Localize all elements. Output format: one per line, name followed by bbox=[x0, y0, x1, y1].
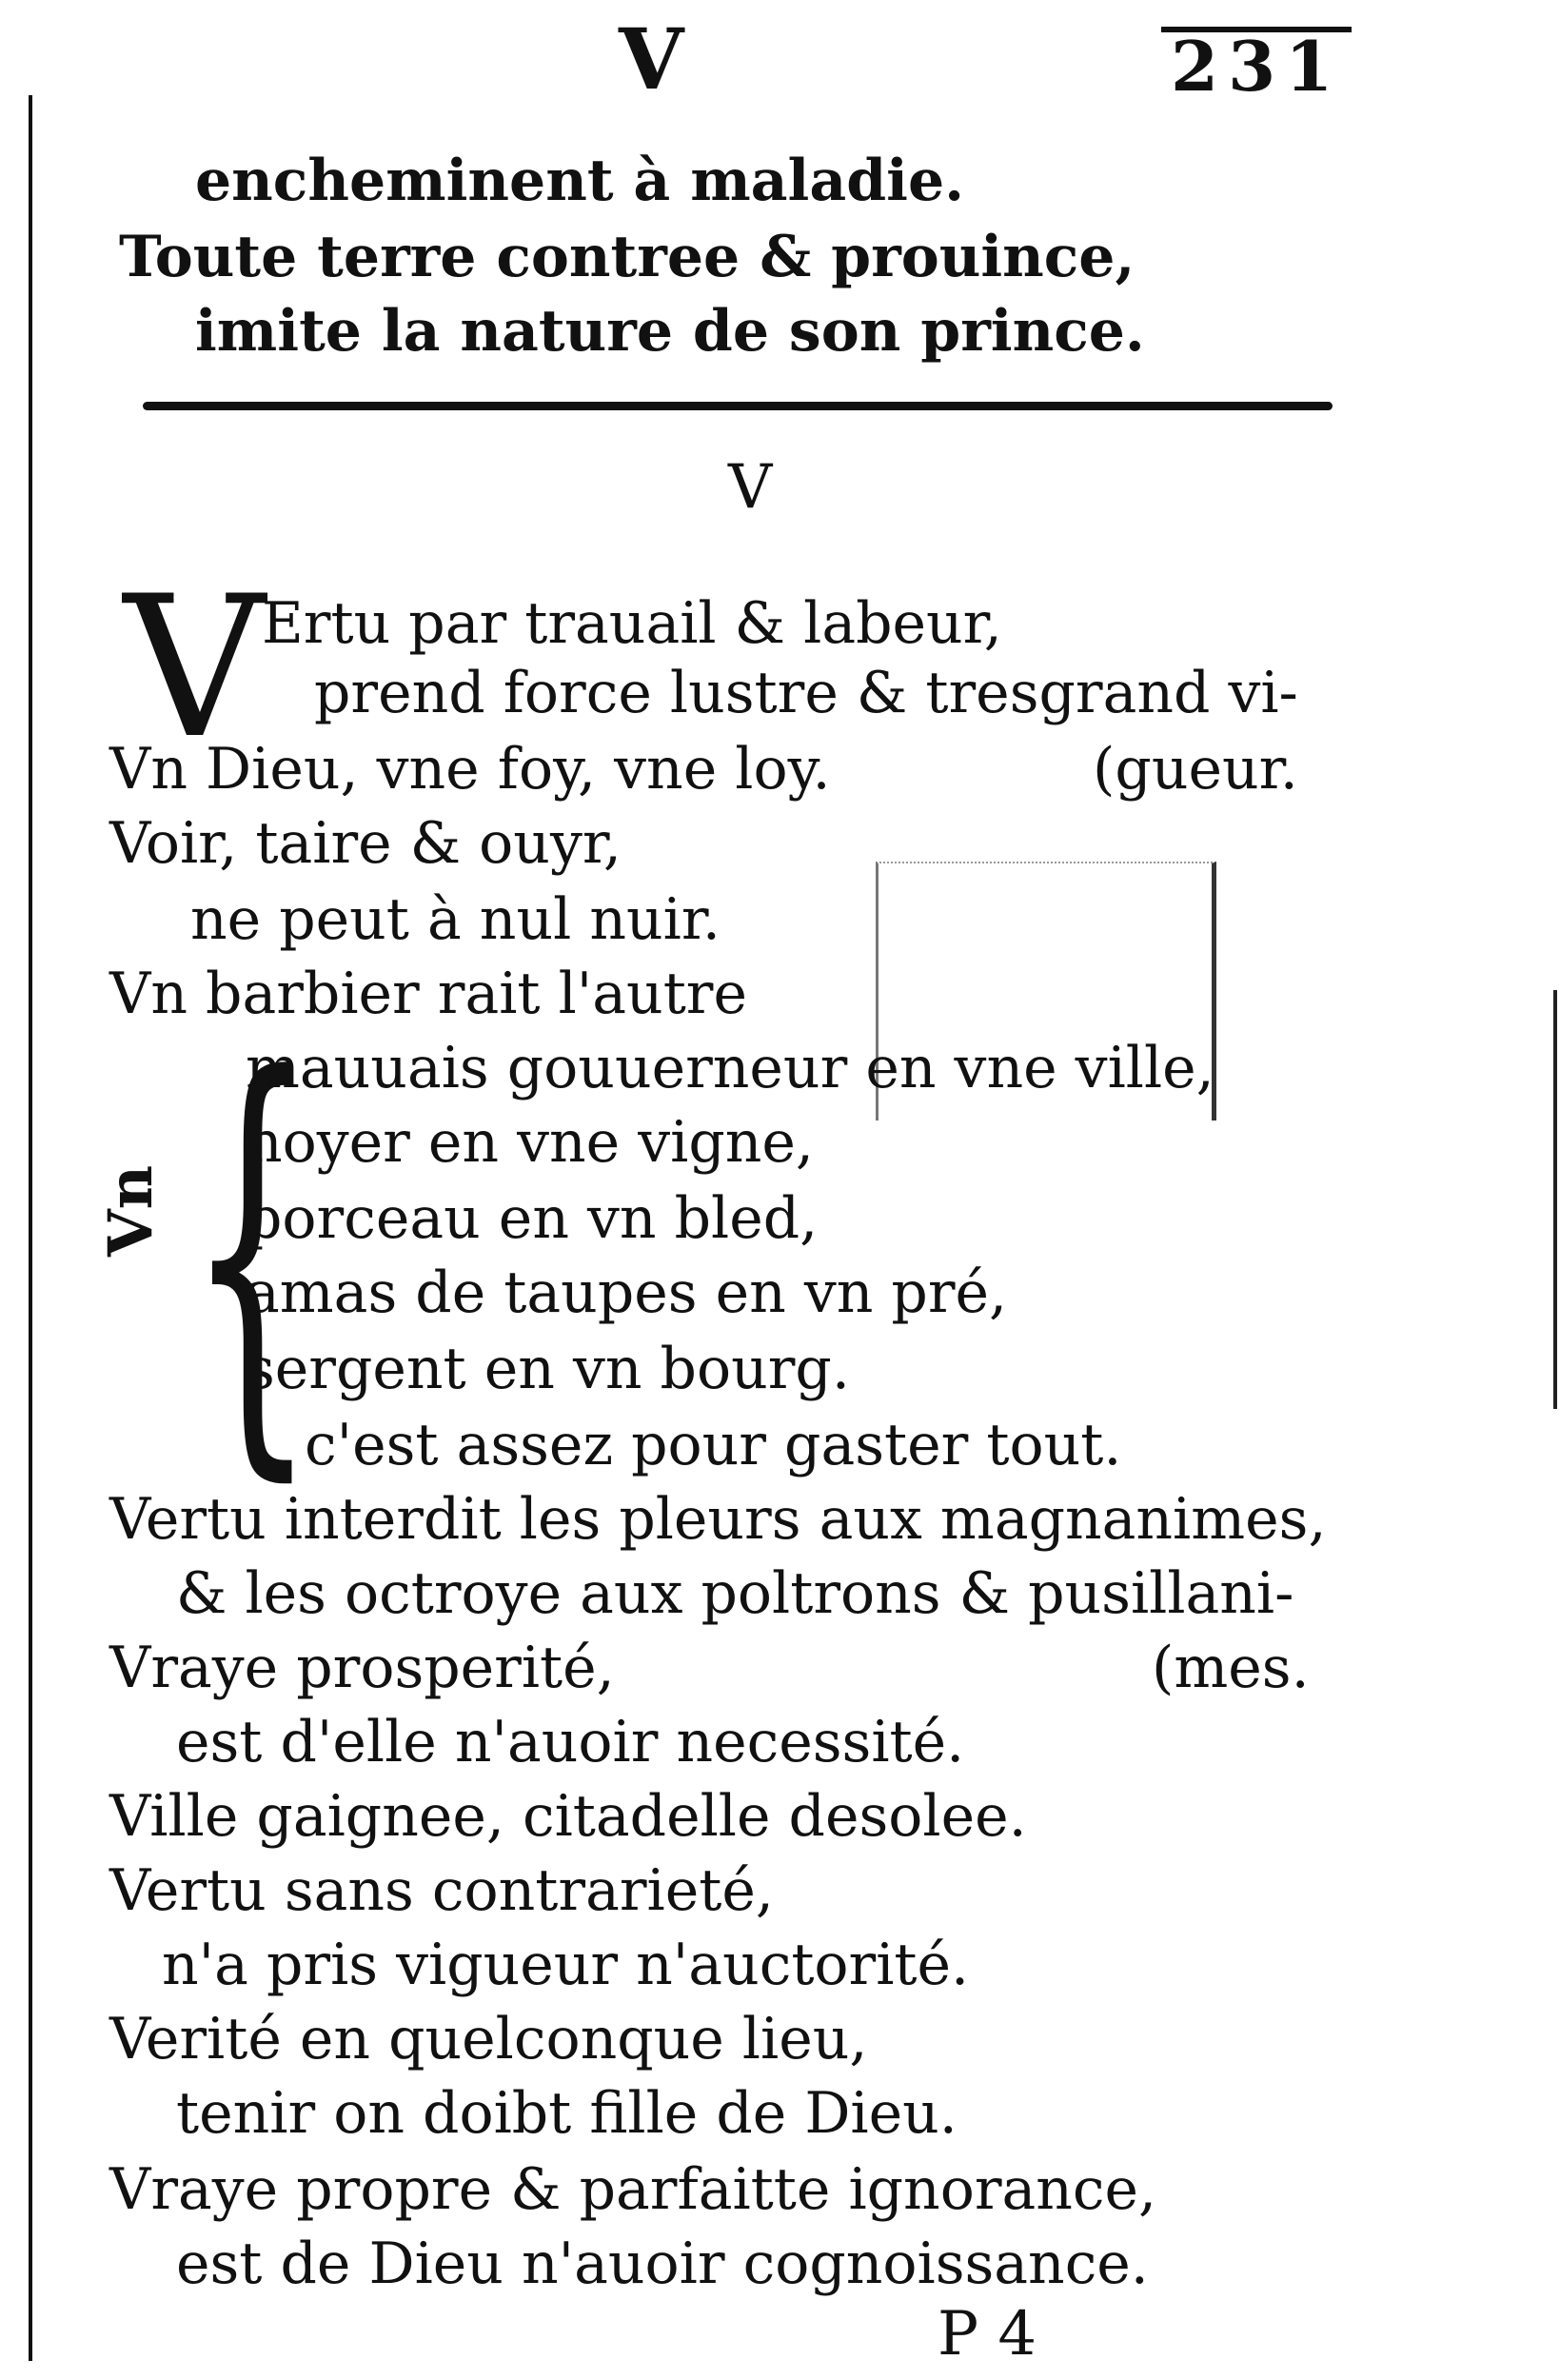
text-line: c'est assez pour gaster tout. bbox=[305, 1412, 1122, 1478]
text-line: amas de taupes en vn pré, bbox=[246, 1259, 1008, 1326]
brace-label: Vn bbox=[95, 1164, 167, 1257]
runover-text: (mes. bbox=[1152, 1635, 1310, 1701]
text-line: sergent en vn bourg. bbox=[246, 1336, 850, 1402]
page-left-edge bbox=[29, 95, 32, 2361]
text-line: & les octroye aux poltrons & pusillani- bbox=[176, 1560, 1294, 1627]
text-line: Vn Dieu, vne foy, vne loy. bbox=[109, 736, 831, 803]
runover-text: (gueur. bbox=[1093, 736, 1298, 803]
text-line: tenir on doibt fille de Dieu. bbox=[176, 2080, 958, 2147]
text-line: Toute terre contree & prouince, bbox=[119, 224, 1135, 290]
text-line: encheminent à maladie. bbox=[195, 148, 965, 214]
text-line: Vn barbier rait l'autre bbox=[109, 961, 747, 1027]
text-line: Vertu interdit les pleurs aux magnanimes, bbox=[109, 1486, 1327, 1553]
curly-brace: { bbox=[187, 985, 318, 1517]
text-line: Verité en quelconque lieu, bbox=[109, 2006, 868, 2073]
text-line: porceau en vn bled, bbox=[246, 1185, 819, 1252]
section-title: V bbox=[728, 452, 773, 523]
text-line: n'a pris vigueur n'auctorité. bbox=[162, 1932, 970, 1998]
text-line: Vraye prosperité, bbox=[109, 1635, 615, 1701]
signature-mark: P 4 bbox=[938, 2299, 1037, 2370]
text-line: noyer en vne vigne, bbox=[246, 1109, 814, 1176]
text-line: imite la nature de son prince. bbox=[195, 298, 1145, 365]
text-line: Voir, taire & ouyr, bbox=[109, 810, 622, 877]
text-line: Ville gaignee, citadelle desolee. bbox=[109, 1783, 1027, 1850]
text-line: ne peut à nul nuir. bbox=[190, 886, 721, 953]
text-line: Ertu par trauail & labeur, bbox=[262, 590, 1002, 657]
text-line: est de Dieu n'auoir cognoissance. bbox=[176, 2231, 1149, 2297]
text-line: mauuais gouuerneur en vne ville, bbox=[246, 1035, 1214, 1101]
drop-capital: V bbox=[124, 555, 266, 782]
text-line: Vertu sans contrarieté, bbox=[109, 1857, 774, 1924]
section-divider bbox=[143, 402, 1333, 410]
text-line: prend force lustre & tresgrand vi- bbox=[314, 660, 1298, 726]
text-line: Vraye propre & parfaitte ignorance, bbox=[109, 2156, 1157, 2223]
running-head-letter: V bbox=[619, 10, 684, 109]
page-number: 231 bbox=[1161, 27, 1352, 101]
page-right-edge bbox=[1553, 990, 1557, 1409]
text-line: est d'elle n'auoir necessité. bbox=[176, 1709, 965, 1775]
